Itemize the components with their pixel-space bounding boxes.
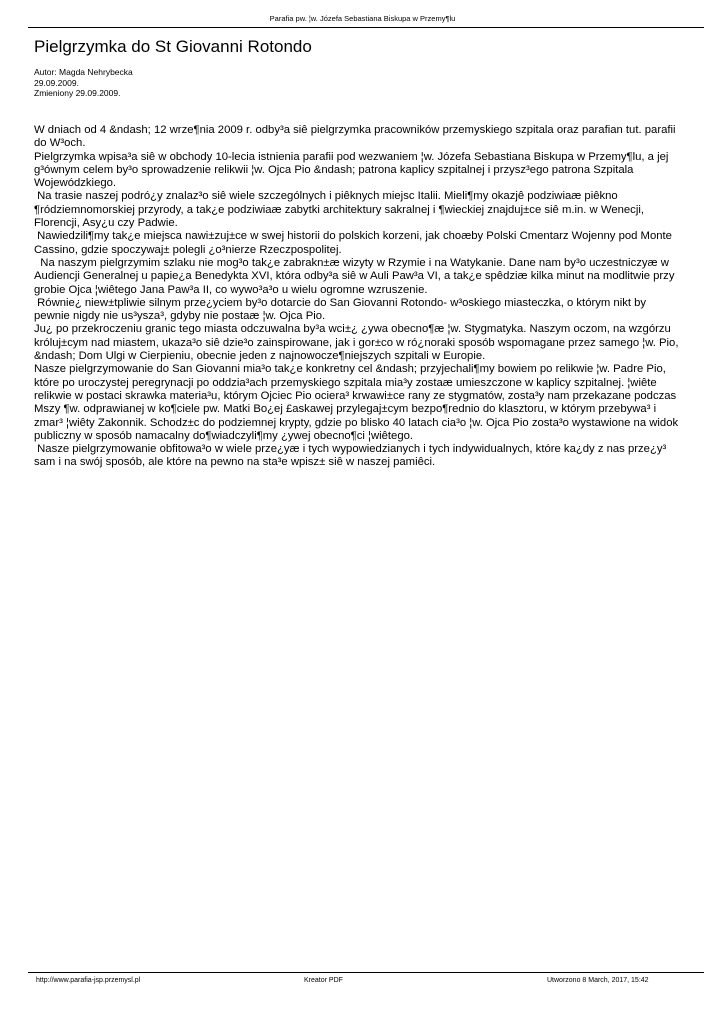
article-author: Autor: Magda Nehrybecka [34, 67, 133, 77]
page-header-site-title: Parafia pw. ¦w. Józefa Sebastiana Biskupa w Przemy¶lu [269, 14, 456, 23]
article-title: Pielgrzymka do St Giovanni Rotondo [34, 37, 312, 56]
article-paragraph: Na naszym pielgrzymim szlaku nie mog³o tak¿e zabrakn±æ wizyty w Rzymie i na Watykanie. Dane nam by³o uczestniczyæ w Audiencji Generalnej u papie¿a Benedykta XVI, która odby³a siê w Auli Paw³a VI, a tak¿e spêdziæ kilka minut na modlitwie przy grobie Ojca ¦wiêtego Jana Paw³a II, co wywo³a³o u wielu ogromne wzruszenie. [34, 256, 678, 296]
footer-created-date: Utworzono 8 March, 2017, 15:42 [547, 977, 649, 984]
header-divider [28, 27, 704, 28]
article-paragraph: Nasze pielgrzymowanie do San Giovanni mia³o tak¿e konkretny cel &ndash; przyjechali¶my bowiem po relikwie ¦w. Padre Pio, które po uroczystej peregrynacji po oddzia³ach przemyskiego szpitala mia³y zostaæ umieszczone w kaplicy szpitalnej. ¦wiête relikwie w postaci skrawka materia³u, którym Ojciec Pio ociera³ krwawi±ce rany ze stygmatów, zosta³y nam przekazane podczas Mszy ¶w. odprawianej w ko¶ciele pw. Matki Bo¿ej £askawej przylegaj±cym bezpo¶rednio do klasztoru, w którym przebywa³ i zmar³ ¦wiêty Zakonnik. Schodz±c do podziemnej krypty, gdzie po blisko 40 latach cia³o ¦w. Ojca Pio zosta³o wystawione na widok publiczny w sposób namacalny do¶wiadczyli¶my ¿ywej obecno¶ci ¦wiêtego. [34, 363, 682, 442]
article-paragraph: Pielgrzymka wpisa³a siê w obchody 10-lecia istnienia parafii pod wezwaniem ¦w. Józefa Sebastiana Biskupa w Przemy¶lu, a jej g³ównym celem by³o sprowadzenie relikwii ¦w. Ojca Pio &ndash; patrona kaplicy szpitalnej i przysz³ego patrona Szpitala Wojewódzkiego. [34, 150, 672, 190]
article-paragraph: Nawiedzili¶my tak¿e miejsca nawi±zuj±ce w swej historii do polskich korzeni, jak choæby Polski Cmentarz Wojenny pod Monte Cassino, gdzie spoczywaj± polegli ¿o³nierze Rzeczpospolitej. [34, 230, 676, 256]
footer-divider [28, 972, 704, 973]
article-paragraph: Ju¿ po przekroczeniu granic tego miasta odczuwalna by³a wci±¿ ¿ywa obecno¶æ ¦w. Stygmatyka. Naszym oczom, na wzgórzu króluj±cym nad miastem, ukaza³o siê dzie³o zainspirowane, jak i gor±co w ró¿noraki sposób wspomagane przez samego ¦w. Pio, &ndash; Dom Ulgi w Cierpieniu, obecnie jeden z najnowocze¶niejszych szpitali w Europie. [34, 323, 682, 363]
article-paragraph: W dniach od 4 &ndash; 12 wrze¶nia 2009 r. odby³a siê pielgrzymka pracowników przemyskiego szpitala oraz parafian tut. parafii do W³och. [34, 124, 679, 150]
article-modified-date: Zmieniony 29.09.2009. [34, 88, 121, 98]
article-paragraph: Nasze pielgrzymowanie obfitowa³o w wiele prze¿yæ i tych wypowiedzianych i tych indywidualnych, które ka¿dy z nas prze¿y³ sam i na swój sposób, ale które na pewno na sta³e wpisz± siê w naszej pamiêci. [34, 443, 670, 469]
article-meta [34, 67, 133, 99]
footer-generator: Kreator PDF [304, 977, 343, 984]
article-paragraph: Równie¿ niew±tpliwie silnym prze¿yciem by³o dotarcie do San Giovanni Rotondo- w³oskiego miasteczka, o którym nikt by pewnie nigdy nie us³ysza³, gdyby nie postaæ ¦w. Ojca Pio. [34, 296, 650, 323]
footer-url-link[interactable]: http://www.parafia-jsp.przemysl.pl [36, 977, 141, 984]
article-date: 29.09.2009. [34, 77, 79, 88]
article-paragraph: Na trasie naszej podró¿y znalaz³o siê wiele szczególnych i piêknych miejsc Italii. Mieli¶my okazjê podziwiaæ piêkno ¶ródziemnomorskiej przyrody, a tak¿e podziwiaæ zabytki architektury sakralnej i ¶wieckiej znajduj±ce siê m.in. w Wenecji, Florencji, Asy¿u czy Padwie. [34, 190, 648, 230]
article-body [34, 124, 684, 470]
